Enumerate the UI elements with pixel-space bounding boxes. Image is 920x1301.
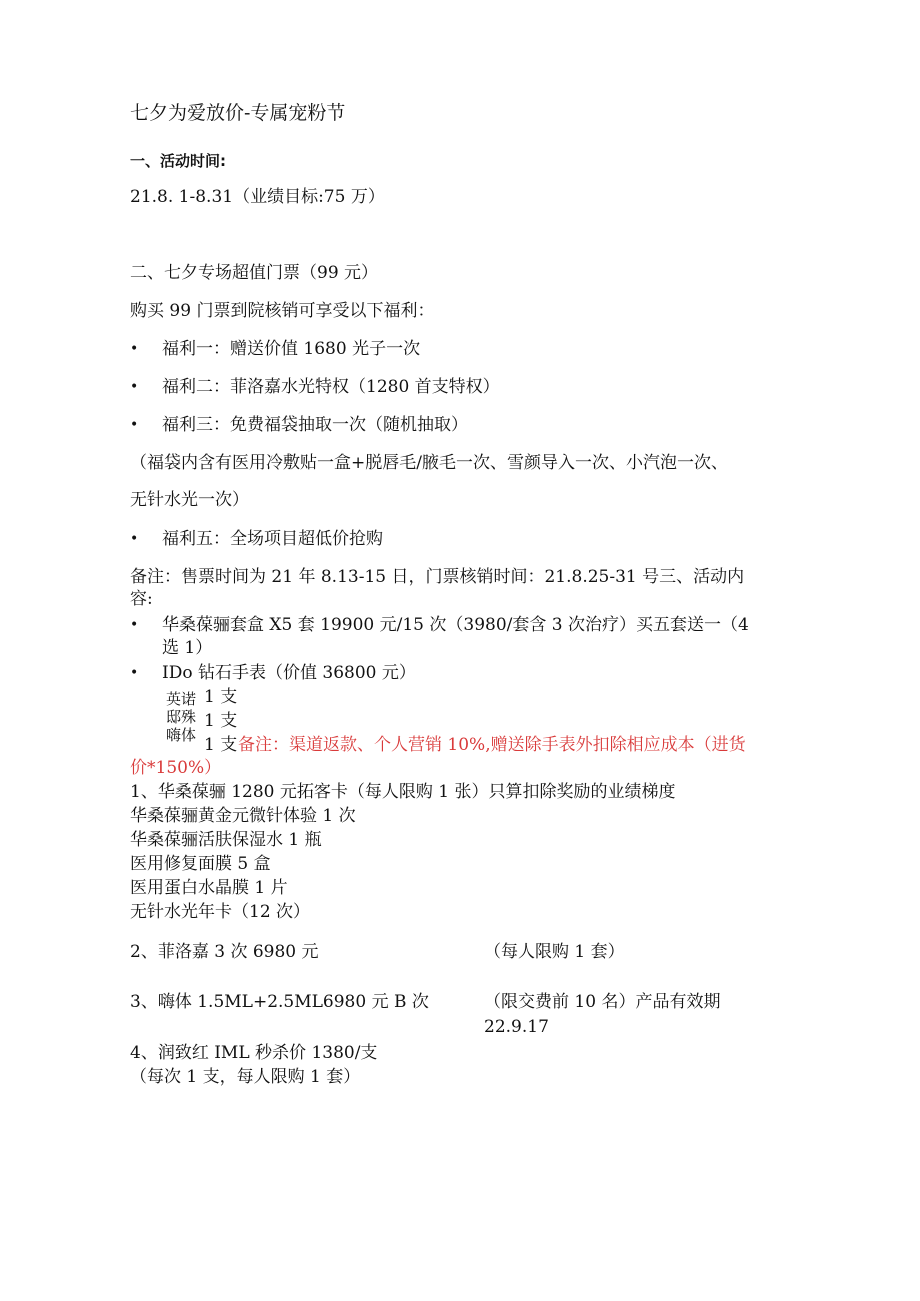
card-item: 医用蛋白水晶膜 1 片: [130, 878, 288, 898]
bag-contents-line2: 无针水光一次）: [130, 490, 249, 510]
offer-3-date: 22.9.17: [484, 1017, 549, 1037]
doc-title: 七夕为爱放价-专属宠粉节: [130, 102, 346, 124]
qty-2: 1 支: [204, 711, 238, 731]
item1-line2: 选 1）: [162, 638, 213, 658]
card-item: 无针水光年卡（12 次）: [130, 902, 311, 922]
offer-4-note: （每次 1 支，每人限购 1 套）: [130, 1067, 361, 1087]
bullet-icon: •: [130, 531, 139, 547]
red-note-line1: 备注：渠道返款、个人营销 10%,赠送除手表外扣除相应成本（进货: [238, 735, 746, 755]
red-note-line2: 价*150%）: [130, 758, 222, 778]
activity-date: 21.8. 1-8.31（业绩目标:75 万）: [130, 187, 385, 207]
bullet-icon: •: [130, 617, 139, 633]
bag-contents-line1: （福袋内含有医用冷敷贴一盒+脱唇毛/腋毛一次、雪颜导入一次、小汽泡一次、: [130, 453, 728, 473]
benefit-5: 福利五：全场项目超低价抢购: [162, 529, 383, 549]
offer-2-right: （每人限购 1 套）: [484, 942, 625, 962]
qty-3: 1 支: [204, 735, 238, 755]
card-item: 医用修复面膜 5 盒: [130, 854, 271, 874]
bullet-icon: •: [130, 341, 139, 357]
section1-heading: 一、活动时间:: [130, 152, 226, 170]
note-line2: 容:: [130, 589, 153, 609]
benefit-3: 福利三：免费福袋抽取一次（随机抽取）: [162, 415, 468, 435]
brand-yingnuo: 英诺: [166, 690, 197, 708]
offer-3-left: 3、嗨体 1.5ML+2.5ML6980 元 B 次: [130, 992, 429, 1012]
bullet-icon: •: [130, 417, 139, 433]
offer-3-right: （限交费前 10 名）产品有效期: [484, 992, 721, 1012]
qty-1: 1 支: [204, 687, 238, 707]
note-line1: 备注：售票时间为 21 年 8.13-15 日，门票核销时间：21.8.25-31 号三、活动内: [130, 567, 745, 587]
bullet-icon: •: [130, 665, 139, 681]
benefit-1: 福利一：赠送价值 1680 光子一次: [162, 339, 421, 359]
section2-heading: 二、七夕专场超值门票（99 元）: [130, 263, 379, 283]
section2-intro: 购买 99 门票到院核销可享受以下福利：: [130, 301, 435, 321]
card-item: 华桑葆骊黄金元微针体验 1 次: [130, 806, 356, 826]
brand-dishu: 邸殊: [166, 708, 197, 726]
benefit-2: 福利二：菲洛嘉水光特权（1280 首支特权）: [162, 377, 500, 397]
item2: IDo 钻石手表（价值 36800 元）: [162, 663, 416, 683]
item1-line1: 华桑葆骊套盒 X5 套 19900 元/15 次（3980/套含 3 次治疗）买五套送一（4: [162, 615, 749, 635]
bullet-icon: •: [130, 379, 139, 395]
card-heading: 1、华桑葆骊 1280 元拓客卡（每人限购 1 张）只算扣除奖励的业绩梯度: [130, 782, 676, 802]
brand-haiti: 嗨体: [166, 726, 197, 744]
offer-4: 4、润致红 IML 秒杀价 1380/支: [130, 1043, 378, 1063]
offer-2-left: 2、菲洛嘉 3 次 6980 元: [130, 942, 319, 962]
card-item: 华桑葆骊活肤保湿水 1 瓶: [130, 830, 322, 850]
